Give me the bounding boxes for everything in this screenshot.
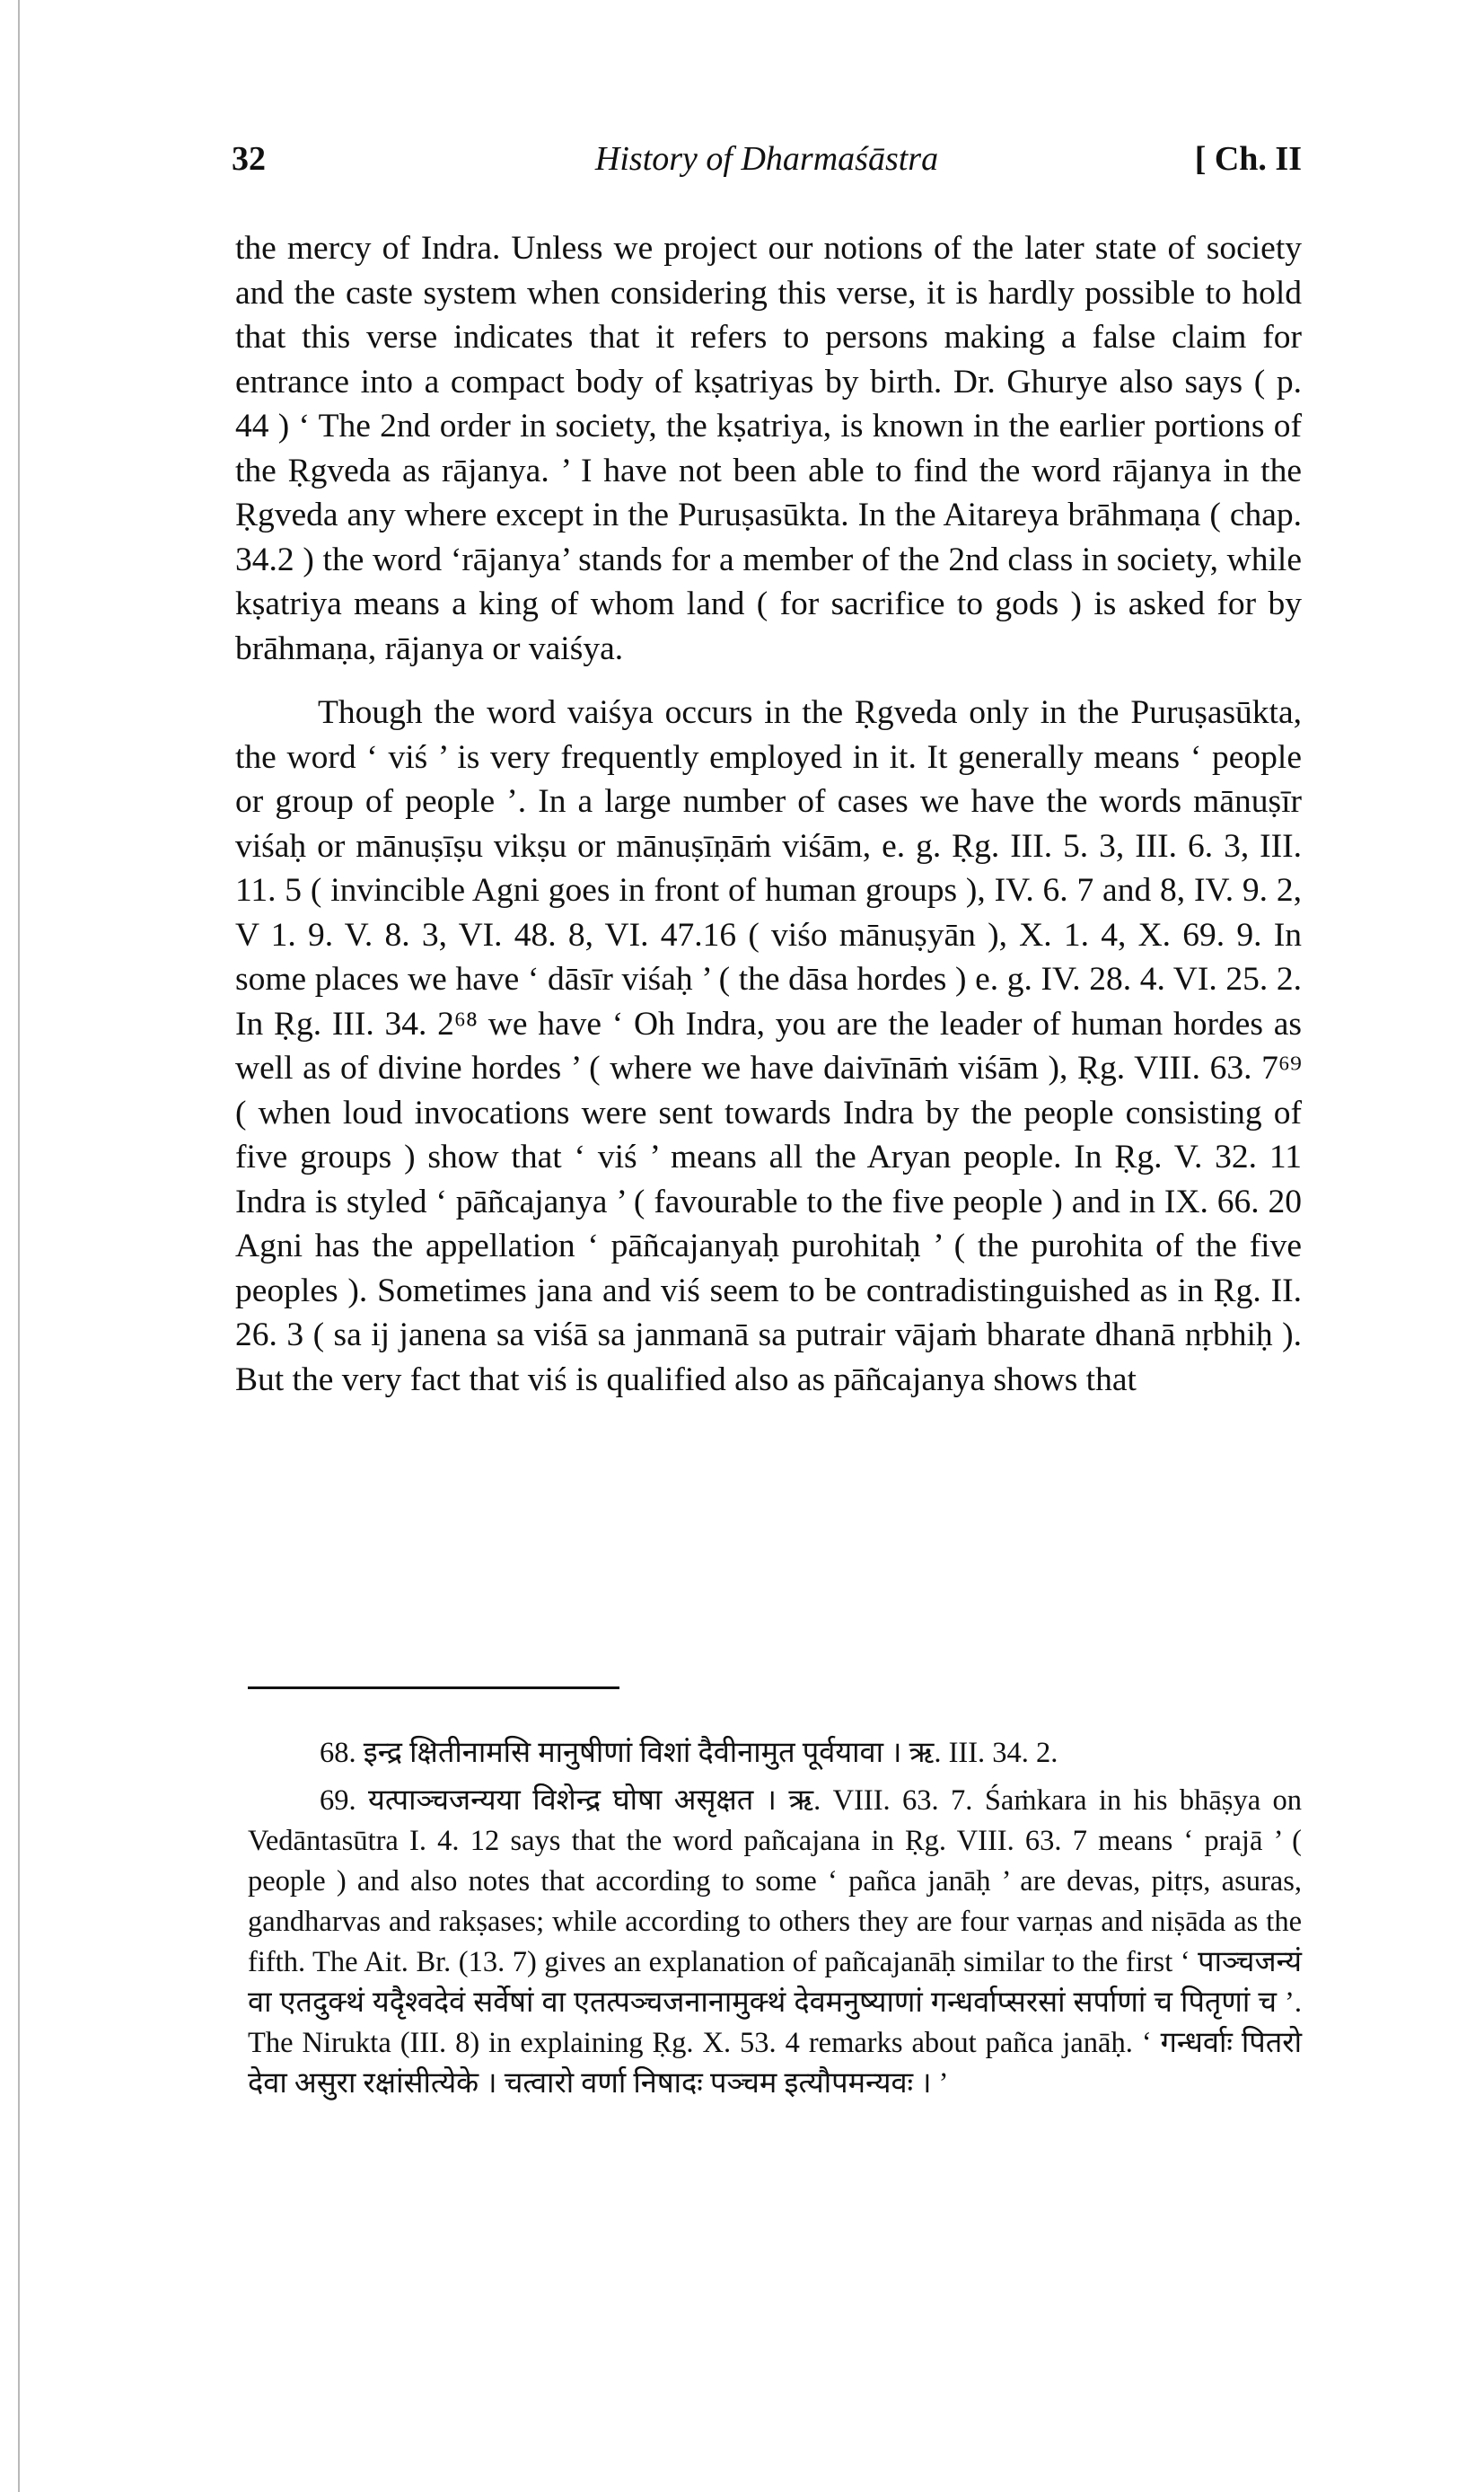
running-header: [232, 139, 1302, 193]
chapter-reference: [ Ch. II: [1194, 140, 1302, 178]
page-number: 32: [232, 140, 266, 178]
paragraph-vaisya: Though the word vaiśya occurs in the Ṛgveda only in the Puruṣasūkta, the word ‘ viś ’ is very frequently employed in it. It generally means ‘ people or group of people ’. In a large number of cases we have the words mānuṣīr viśaḥ or mānuṣīṣu vikṣu or mānuṣīṇāṁ viśām, e. g. Ṛg. III. 5. 3, III. 6. 3, III. 11. 5 ( invincible Agni goes in front of human groups ), IV. 6. 7 and 8, IV. 9. 2, V 1. 9. V. 8. 3, VI. 48. 8, VI. 47.16 ( viśo mānuṣyān ), X. 1. 4, X. 69. 9. In some places we have ‘ dāsīr viśaḥ ’ ( the dāsa hordes ) e. g. IV. 28. 4. VI. 25. 2. In Ṛg. III. 34. 2⁶⁸ we have ‘ Oh Indra, you are the leader of human hordes as well as of divine hordes ’ ( where we have daivīnāṁ viśām ), Ṛg. VIII. 63. 7⁶⁹ ( when loud invocations were sent towards Indra by the people consisting of five groups ) show that ‘ viś ’ means all the Aryan people. In Ṛg. V. 32. 11 Indra is styled ‘ pāñcajanya ’ ( favourable to the five people ) and in IX. 66. 20 Agni has the appellation ‘ pāñcajanyaḥ purohitaḥ ’ ( the purohita of the five peoples ). Sometimes jana and viś seem to be contradistinguished as in Ṛg. II. 26. 3 ( sa ij janena sa viśā sa janmanā sa putrair vājaṁ bharate dhanā nṛbhiḥ ). But the very fact that viś is qualified also as pāñcajanya shows that: [235, 694, 1302, 1398]
running-title: History of Dharmaśāstra: [594, 140, 939, 178]
page-edge-line: [18, 0, 20, 2492]
paragraph-continued: the mercy of Indra. Unless we project our notions of the later state of society and the caste system when considering this verse, it is hardly possible to hold that this verse indicates that it refers to persons making a false claim for entrance into a compact body of kṣatriyas by birth. Dr. Ghurye also says ( p. 44 ) ‘ The 2nd order in society, the kṣatriya, is known in the earlier portions of the Ṛgveda as rājanya. ’ I have not been able to find the word rājanya in the Ṛgveda any where except in the Puruṣasūkta. In the Aitareya brāhmaṇa ( chap. 34.2 ) the word ‘rājanya’ stands for a member of the 2nd class in society, while kṣatriya means a king of whom land ( for sacrifice to gods ) is asked for by brāhmaṇa, rājanya or vaiśya.: [235, 230, 1302, 667]
footnote-divider: [248, 1686, 619, 1689]
footnote-68: 68. इन्द्र क्षितीनामसि मानुषीणां विशां दैवीनामुत पूर्वयावा । ऋ. III. 34. 2.: [320, 1737, 1058, 1769]
main-text: [235, 226, 1302, 1402]
footnotes: [248, 1733, 1302, 2108]
footnote-69: 69. यत्पाञ्चजन्यया विशेन्द्र घोषा असृक्षत । ऋ. VIII. 63. 7. Śaṁkara in his bhāṣya on Vedāntasūtra I. 4. 12 says that the word pañcajana in Ṛg. VIII. 63. 7 means ‘ prajā ’ ( people ) and also notes that according to some ‘ pañca janāḥ ’ are devas, pitṛs, asuras, gandharvas and rakṣases; while according to others they are four varṇas and niṣāda as the fifth. The Ait. Br. (13. 7) gives an explanation of pañcajanāḥ similar to the first ‘ पाञ्चजन्यं वा एतदुक्थं यदृैश्वदेवं सर्वेषां वा एतत्पञ्चजनानामुक्थं देवमनुष्याणां गन्धर्वाप्सरसां सर्पाणां च पितृणां च ’. The Nirukta (III. 8) in explaining Ṛg. X. 53. 4 remarks about pañca janāḥ. ‘ गन्धर्वाः पितरो देवा असुरा रक्षांसीत्येके । चत्वारो वर्णा निषादः पञ्चम इत्यौपमन्यवः । ’: [248, 1784, 1302, 2100]
